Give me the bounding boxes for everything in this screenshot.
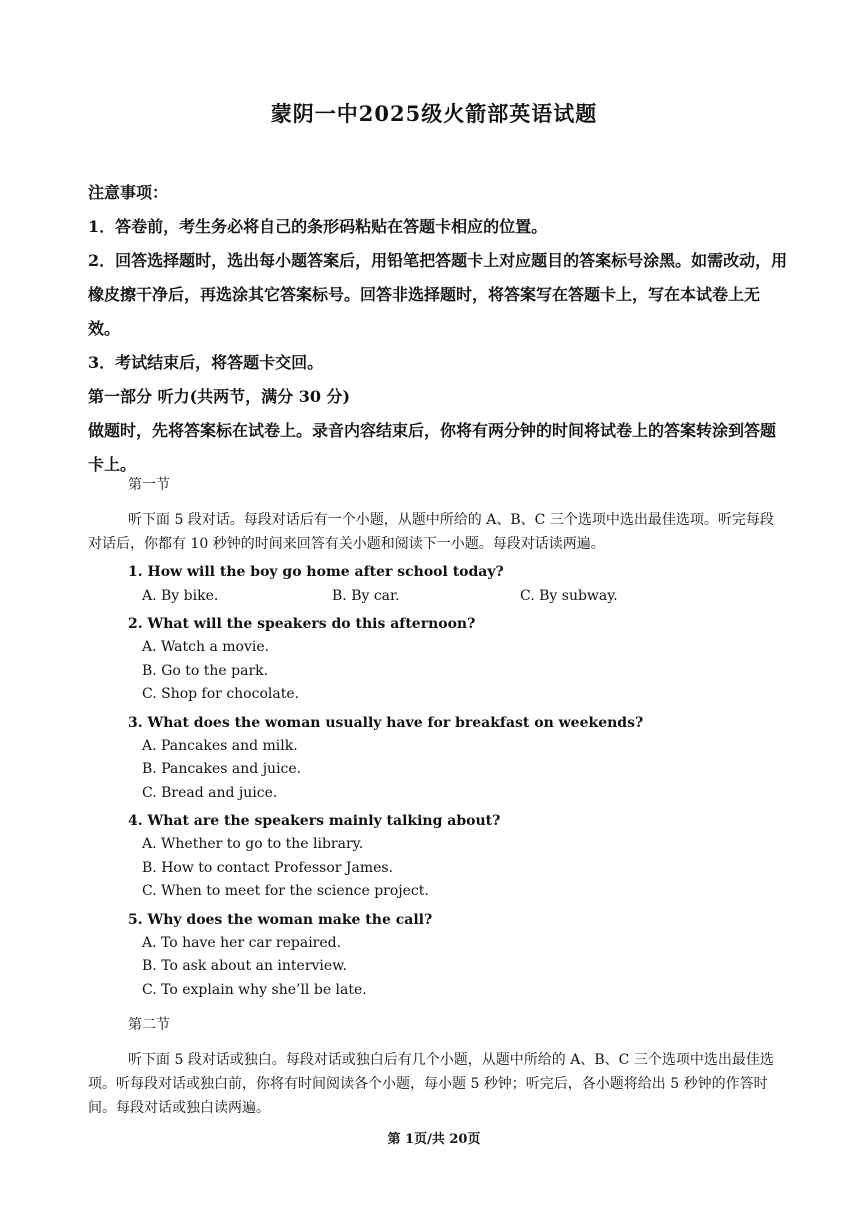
question-stem: 4. What are the speakers mainly talking about? bbox=[128, 813, 501, 829]
option: B. How to contact Professor James. bbox=[142, 859, 394, 876]
notes-heading: 注意事项： bbox=[88, 183, 169, 202]
section-1 bbox=[88, 472, 778, 1002]
note-item: 3．考试结束后，将答题卡交回。 bbox=[88, 353, 324, 372]
exam-title: 蒙阴一中2025级火箭部英语试题 bbox=[270, 101, 598, 126]
option: C. By subway. bbox=[520, 588, 618, 604]
section-heading: 第一节 bbox=[128, 477, 170, 493]
question bbox=[128, 908, 778, 1003]
option: A. To have her car repaired. bbox=[142, 934, 342, 951]
option: C. Bread and juice. bbox=[142, 784, 278, 801]
question bbox=[128, 711, 778, 806]
section-2 bbox=[88, 1012, 778, 1120]
part-heading: 第一部分 听力(共两节，满分 30 分) bbox=[88, 387, 351, 406]
note-item: 2．回答选择题时，选出每小题答案后，用铅笔把答题卡上对应题目的答案标号涂黑。如需改动，用橡皮擦干净后，再选涂其它答案标号。回答非选择题时，将答案写在答题卡上，写在本试卷上无效。 bbox=[88, 251, 788, 338]
option: A. Pancakes and milk. bbox=[142, 737, 298, 754]
section-intro: 听下面 5 段对话或独白。每段对话或独白后有几个小题，从题中所给的 A、B、C 三个选项中选出最佳选项。听每段对话或独白前，你将有时间阅读各个小题，每小题 5 秒钟；听完后，各小题将给出 5 秒钟的作答时间。每段对话或独白读两遍。 bbox=[88, 1052, 774, 1116]
option: B. To ask about an interview. bbox=[142, 958, 347, 974]
option: B. Go to the park. bbox=[142, 662, 269, 679]
option: B. By car. bbox=[332, 588, 400, 604]
question bbox=[128, 612, 778, 707]
page-number: 第 1页/共 20页 bbox=[387, 1132, 481, 1147]
option: A. By bike. bbox=[142, 588, 219, 604]
note-item: 1．答卷前，考生务必将自己的条形码粘贴在答题卡相应的位置。 bbox=[88, 217, 548, 236]
options-row bbox=[142, 584, 778, 608]
option: A. Whether to go to the library. bbox=[142, 836, 364, 852]
section-heading: 第二节 bbox=[128, 1017, 170, 1033]
question-stem: 2. What will the speakers do this afternoon? bbox=[128, 616, 476, 632]
question bbox=[128, 809, 778, 904]
question bbox=[128, 560, 778, 608]
question-stem: 1. How will the boy go home after school today? bbox=[128, 564, 504, 580]
option: A. Watch a movie. bbox=[142, 639, 270, 655]
option: C. Shop for chocolate. bbox=[142, 686, 300, 702]
section-intro: 听下面 5 段对话。每段对话后有一个小题，从题中所给的 A、B、C 三个选项中选出最佳选项。听完每段对话后，你都有 10 秒钟的时间来回答有关小题和阅读下一小题。每段对话读两遍。 bbox=[88, 512, 774, 552]
option: B. Pancakes and juice. bbox=[142, 761, 302, 777]
notes-block bbox=[88, 176, 788, 482]
question-stem: 3. What does the woman usually have for breakfast on weekends? bbox=[128, 714, 644, 731]
option: C. To explain why she’ll be late. bbox=[142, 981, 367, 998]
question-stem: 5. Why does the woman make the call? bbox=[128, 911, 433, 928]
option: C. When to meet for the science project. bbox=[142, 883, 429, 899]
part-instructions: 做题时，先将答案标在试卷上。录音内容结束后，你将有两分钟的时间将试卷上的答案转涂到答题卡上。 bbox=[88, 421, 777, 474]
